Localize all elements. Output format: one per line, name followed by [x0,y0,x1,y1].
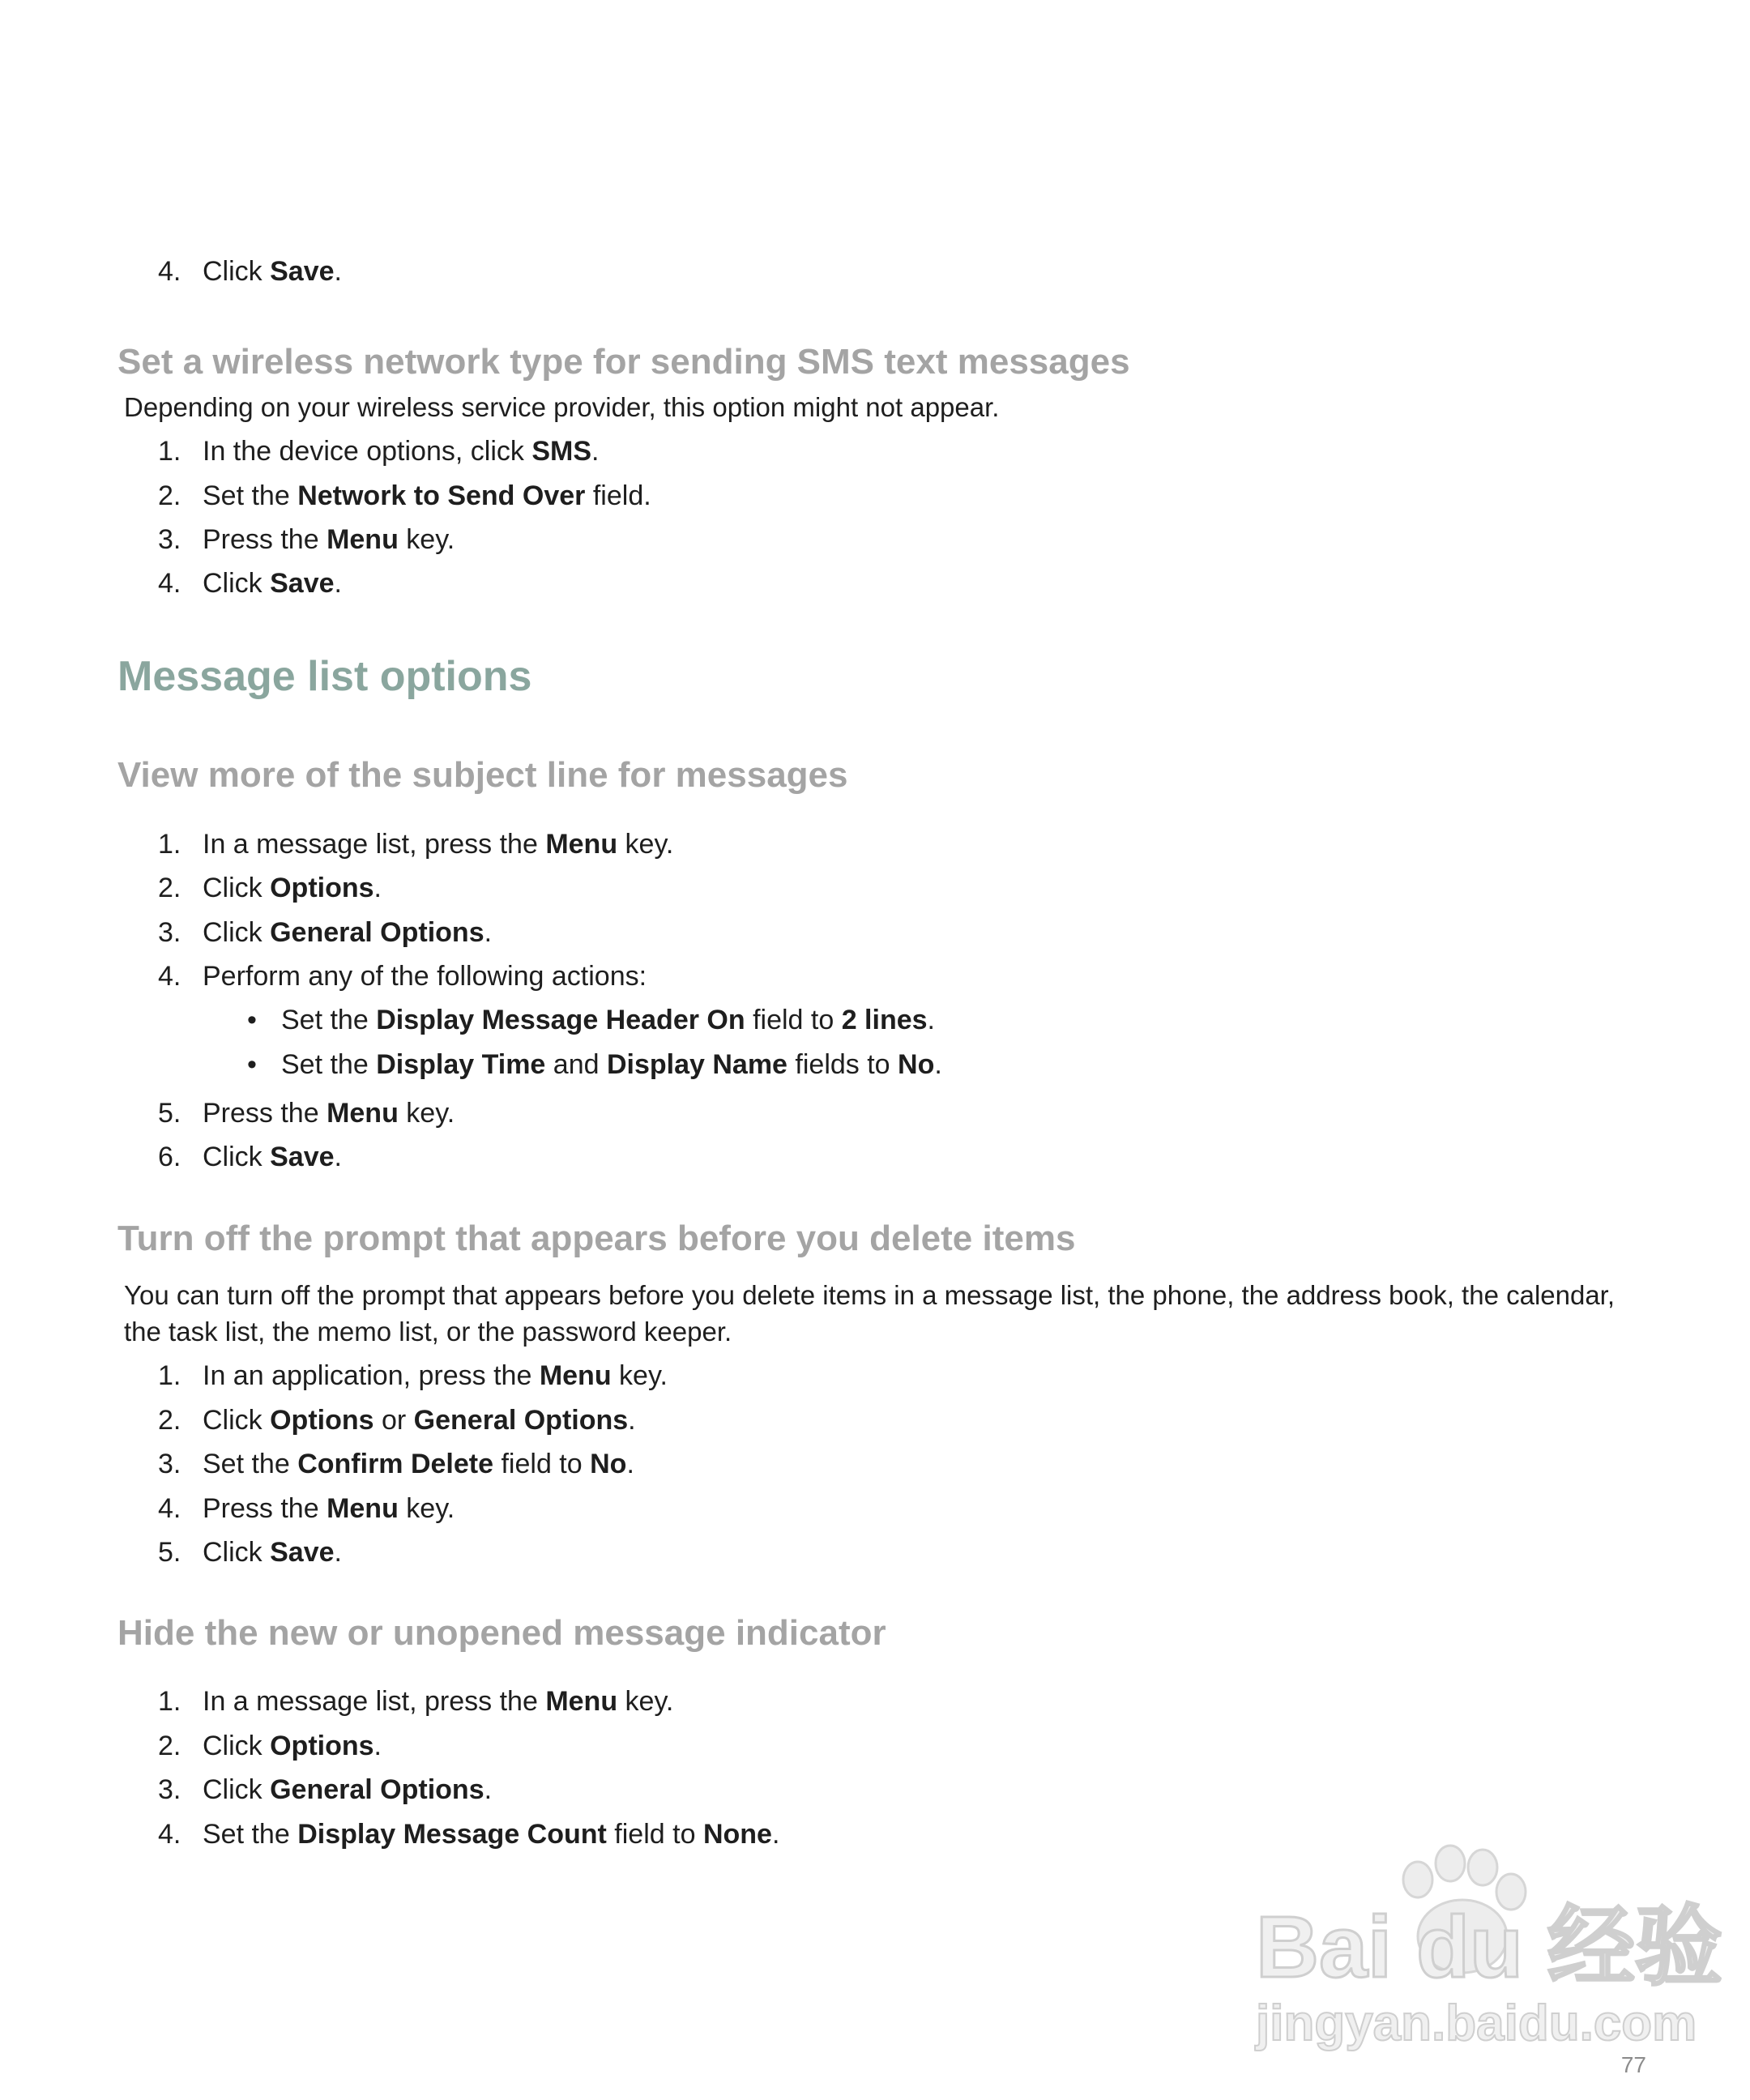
step-number: 1. [158,1360,181,1391]
step-text: key. [617,1686,674,1717]
watermark-url: jingyan.baidu.com [1256,1995,1697,2051]
step-text: . [484,917,493,948]
topic-heading-hide-the-new-or-unopened-message-indicator: Hide the new or unopened message indicator [117,1613,886,1653]
step-text: Set the [203,480,298,511]
instruction-step [158,522,455,557]
instruction-step [158,1816,779,1852]
step-text: . [334,568,342,599]
instruction-step [158,1772,492,1808]
step-text: Click [203,873,271,903]
instruction-step [158,478,651,514]
step-text: In a message list, press the [203,829,546,860]
step-text: . [591,436,600,467]
step-text: or [373,1405,414,1436]
ui-term: Options [270,1405,374,1436]
step-number: 1. [158,436,181,467]
paw-toe-2 [1436,1846,1465,1881]
step-text: In an application, press the [203,1360,540,1391]
step-text: Click [203,1537,271,1568]
ui-term: Display Message Header On [376,1005,745,1035]
step-number: 3. [158,524,181,555]
ui-term: Menu [539,1360,612,1391]
step-number: 3. [158,1449,181,1479]
instruction-step [158,1684,673,1719]
step-text: key. [398,1098,455,1129]
ui-term: Display Name [606,1049,788,1080]
ui-term: Menu [327,524,399,555]
step-text: Press the [203,1493,327,1524]
step-number: 2. [158,480,181,511]
topic-heading-view-more-of-the-subject-line-for-messages: View more of the subject line for messages [117,755,848,795]
bullet-icon: • [247,1005,257,1035]
ui-term: Save [270,1142,335,1172]
step-text: In a message list, press the [203,1686,546,1717]
instruction-step [158,1491,455,1526]
step-number: 1. [158,1686,181,1717]
ui-term: Options [270,873,374,903]
step-text: . [628,1405,636,1436]
step-number: 4. [158,961,181,992]
step-text: field to [606,1819,703,1850]
step-text: field to [745,1005,842,1035]
ui-term: General Options [270,1774,484,1805]
ui-term: No [898,1049,935,1080]
step-text: . [626,1449,634,1479]
step-text: . [334,1537,342,1568]
step-text: key. [398,524,455,555]
ui-term: Confirm Delete [297,1449,494,1479]
instruction-step [158,1358,668,1394]
instruction-step [158,915,492,950]
step-text: . [927,1005,935,1035]
ui-term: Display Time [376,1049,546,1080]
page-number: 77 [1620,2052,1646,2077]
instruction-step [158,826,673,862]
instruction-step [158,1728,382,1764]
ui-term: Save [270,256,335,287]
step-text: . [484,1774,493,1805]
instruction-bullet [247,1047,942,1082]
paw-toe-1 [1403,1862,1432,1897]
intro-paragraph: Depending on your wireless service provider, this option might not appear. [124,392,1000,422]
ui-term: No [590,1449,627,1479]
step-text: Perform any of the following actions: [203,961,647,992]
ui-term: Save [270,1537,335,1568]
ui-term: Network to Send Over [297,480,586,511]
intro-paragraph: You can turn off the prompt that appears before you delete items in a message list, the phone, the address book, the calendar, the task list, the memo list, or the password keeper. [124,1280,1616,1347]
instruction-step [158,1534,342,1570]
step-text: Set the [203,1449,298,1479]
step-text: . [334,1142,342,1172]
step-text: and [545,1049,607,1080]
step-text: Click [203,1731,271,1761]
ui-term: Save [270,568,335,599]
section-title-message-list-options: Message list options [117,653,532,700]
topic-heading-turn-off-the-prompt-that-appears-before-you-dele: Turn off the prompt that appears before you delete items [117,1219,1076,1258]
step-text: Click [203,1774,271,1805]
ui-term: Menu [545,1686,618,1717]
ui-term: Display Message Count [297,1819,607,1850]
step-text: . [373,873,382,903]
instruction-step [158,1446,634,1482]
instruction-step [158,1095,455,1131]
instruction-step [158,433,599,469]
step-text: Click [203,568,271,599]
step-text: Set the [281,1005,377,1035]
step-number: 4. [158,1819,181,1850]
step-text: field. [585,480,651,511]
instruction-bullet [247,1002,935,1038]
ui-term: SMS [531,436,592,467]
step-text: . [334,256,342,287]
step-text: Press the [203,524,327,555]
step-text: Press the [203,1098,327,1129]
instruction-step [158,1402,636,1438]
step-number: 4. [158,256,181,287]
topic-heading-set-a-wireless-network-type-for-sending-sms-text: Set a wireless network type for sending SMS text messages [117,342,1130,382]
step-text: Click [203,1405,271,1436]
instruction-step [158,958,647,994]
step-number: 2. [158,873,181,903]
step-text: Set the [203,1819,298,1850]
step-number: 2. [158,1731,181,1761]
step-number: 4. [158,1493,181,1524]
instruction-step [158,254,342,289]
step-number: 5. [158,1537,181,1568]
step-text: Click [203,1142,271,1172]
step-text: key. [617,829,674,860]
step-text: key. [398,1493,455,1524]
ui-term: Menu [545,829,618,860]
step-text: Click [203,917,271,948]
instruction-step [158,870,382,906]
instruction-step [158,1139,342,1175]
ui-term: General Options [413,1405,629,1436]
step-text: In the device options, click [203,436,532,467]
step-text: key. [611,1360,668,1391]
step-number: 6. [158,1142,181,1172]
step-text: Click [203,256,271,287]
paw-toe-3 [1468,1850,1497,1885]
instruction-step [158,566,342,601]
watermark-brand: Bai du 经验 [1256,1897,1723,1995]
step-text: Set the [281,1049,377,1080]
step-number: 1. [158,829,181,860]
ui-term: 2 lines [841,1005,928,1035]
step-text: . [771,1819,780,1850]
step-text: fields to [787,1049,898,1080]
bullet-icon: • [247,1049,257,1080]
step-text: . [373,1731,382,1761]
ui-term: General Options [270,917,484,948]
step-number: 4. [158,568,181,599]
ui-term: Menu [327,1493,399,1524]
step-number: 3. [158,1774,181,1805]
step-number: 3. [158,917,181,948]
ui-term: Menu [327,1098,399,1129]
ui-term: Options [270,1731,374,1761]
baidu-jingyan-watermark [1248,1847,1723,2058]
step-text: field to [493,1449,591,1479]
step-number: 2. [158,1405,181,1436]
step-number: 5. [158,1098,181,1129]
step-text: . [934,1049,942,1080]
ui-term: None [702,1819,772,1850]
